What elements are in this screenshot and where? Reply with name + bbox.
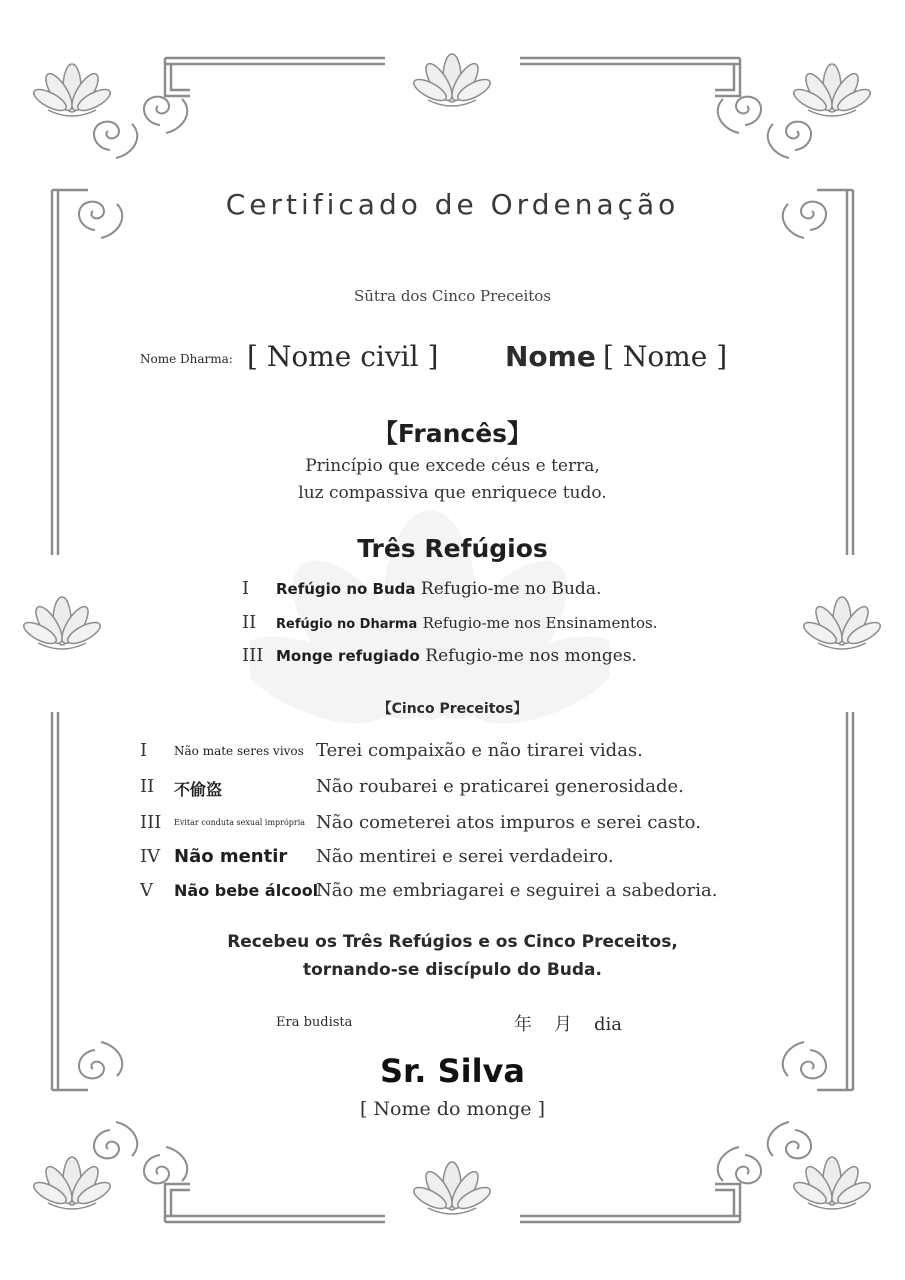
names-row [140, 340, 780, 382]
refuge-item [242, 612, 658, 633]
month-label: 月 [554, 1014, 572, 1035]
precept-item [140, 776, 740, 802]
refuge-text: Refugio-me no Buda. [420, 579, 602, 599]
refuge-key: Refúgio no Dharma [276, 617, 418, 632]
closing-line-1: Recebeu os Três Refúgios e os Cinco Preceitos, [227, 932, 678, 952]
precept-text: Não cometerei atos impuros e serei casto. [316, 812, 701, 833]
precept-key: Não mate seres vivos [174, 744, 304, 758]
precept-text: Não roubarei e praticarei generosidade. [316, 776, 684, 797]
date-row [514, 1010, 644, 1036]
era-label: Era budista [276, 1015, 353, 1030]
refuge-key: Refúgio no Buda [276, 580, 416, 598]
precept-text: Terei compaixão e não tirarei vidas. [316, 740, 643, 761]
precept-text: Não mentirei e serei verdadeiro. [316, 846, 614, 867]
refuge-item [242, 645, 637, 666]
precept-key: Evitar conduta sexual imprópria [174, 818, 306, 827]
precept-item [140, 812, 740, 838]
monk-name-field: [ Nome do monge ] [359, 1098, 545, 1120]
refuge-number: I [242, 578, 250, 599]
precept-number: V [140, 880, 153, 901]
precept-item [140, 846, 740, 872]
precept-key: Não bebe álcool [174, 881, 319, 900]
name-field: [ Nome ] [603, 340, 728, 373]
day-label: dia [594, 1014, 623, 1035]
master-signature: Sr. Silva [380, 1052, 525, 1090]
precept-item [140, 880, 760, 906]
year-label: 年 [514, 1014, 532, 1035]
closing-line-2: tornando-se discípulo do Buda. [303, 960, 602, 980]
refuges-heading: Três Refúgios [357, 534, 548, 563]
dharma-name-label: Nome Dharma: [140, 352, 233, 366]
dharma-line-2: luz compassiva que enriquece tudo. [298, 483, 607, 503]
refuge-number: II [242, 612, 257, 633]
precept-key: Não mentir [174, 846, 288, 867]
civil-name-field: [ Nome civil ] [247, 340, 439, 373]
refuge-item [242, 578, 601, 599]
certificate-subtitle: Sūtra dos Cinco Preceitos [353, 287, 552, 305]
precept-number: III [140, 812, 162, 833]
certificate-title: Certificado de Ordenação [225, 188, 680, 221]
precept-key: 不偷盗 [174, 780, 223, 799]
precept-number: I [140, 740, 148, 761]
precept-text: Não me embriagarei e seguirei a sabedoria. [316, 880, 718, 901]
name-label: Nome [505, 340, 596, 373]
refuge-text: Refugio-me nos monges. [425, 646, 637, 666]
refuge-text: Refugio-me nos Ensinamentos. [422, 614, 658, 632]
refuge-number: III [242, 645, 264, 666]
refuge-key: Monge refugiado [276, 647, 420, 665]
precept-item [140, 740, 740, 766]
dharma-line-1: Princípio que excede céus e terra, [305, 456, 600, 476]
precepts-heading: 【Cinco Preceitos】 [377, 701, 528, 717]
precept-number: II [140, 776, 155, 797]
dharma-heading: 【Francês】 [372, 419, 533, 448]
precept-number: IV [140, 846, 161, 867]
